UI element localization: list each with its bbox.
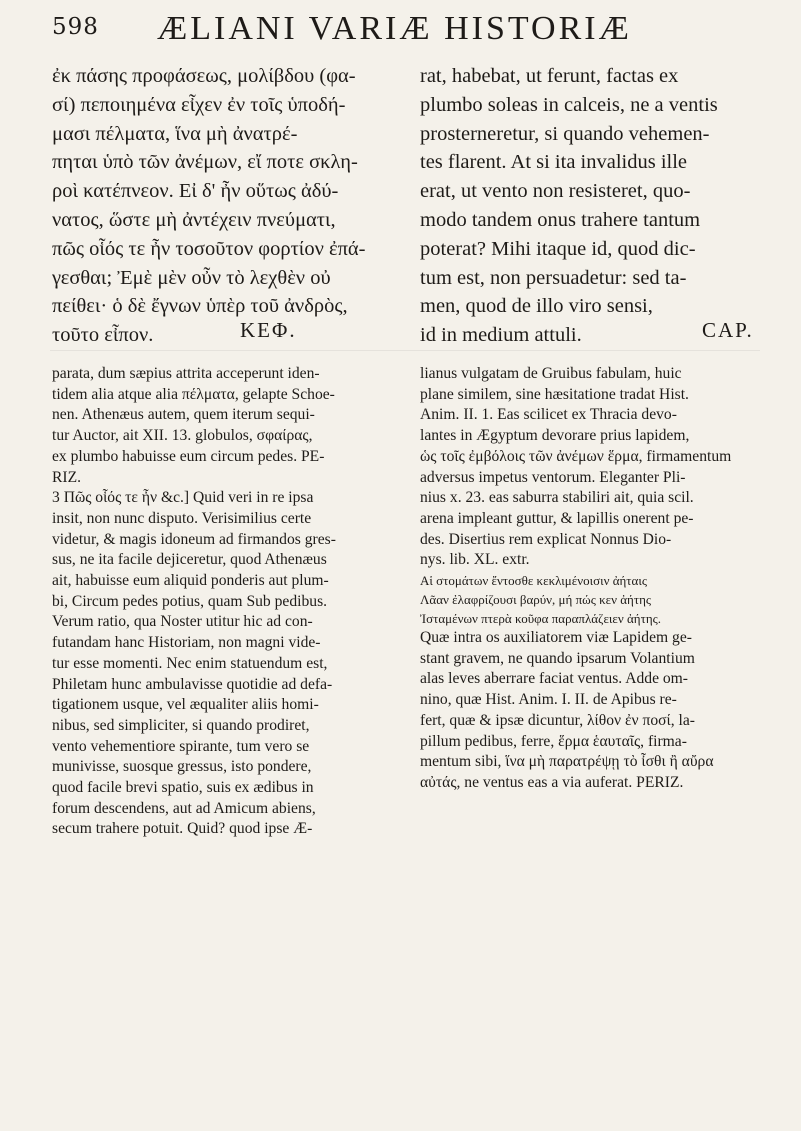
notes-left-column [52, 364, 404, 840]
note-line: vento vehementiore spirante, tum vero se [52, 737, 310, 755]
latin-text-line: tum est, non persuadetur: sed ta- [420, 266, 687, 289]
latin-text-line: plumbo soleas in calceis, ne a ventis [420, 93, 718, 116]
latin-text-line: erat, ut vento non resisteret, quo- [420, 180, 691, 203]
greek-text-line: σί) πεποιημένα εἶχεν ἐν τοῖς ὑποδή- [52, 93, 346, 116]
greek-text-line: ροὶ κατέπνεον. Εἰ δ' ἦν οὕτως ἀδύ- [52, 180, 339, 203]
latin-text-line: rat, habebat, ut ferunt, factas ex [420, 65, 679, 87]
latin-text-line: men, quod de illo viro sensi, [420, 295, 653, 318]
note-line: nius x. 23. eas saburra stabiliri ait, quia scil. [420, 489, 694, 507]
catchword-greek: ΚΕΦ. [240, 318, 297, 342]
note-line: bi, Circum pedes potius, quam Sub pedibus. [52, 592, 328, 610]
note-line: futandam hanc Historiam, non magni vide- [52, 634, 321, 652]
note-line: parata, dum sæpius attrita acceperunt iden- [52, 365, 320, 382]
note-line: munivisse, suosque gressus, isto pondere, [52, 758, 312, 776]
note-line: nen. Athenæus autem, quem iterum sequi- [52, 406, 315, 424]
note-line: 3 Πῶς οἷός τε ἦν &c.] Quid veri in re ipsa [52, 489, 314, 507]
greek-text-line: πῶς οἷός τε ἦν τοσοῦτον φορτίον ἐπά- [52, 237, 366, 260]
latin-text-column [420, 62, 780, 350]
latin-text-line: modo tandem onus trahere tantum [420, 208, 701, 231]
quote-line: Ἰσταμένων πτερὰ κοῦφα παραπλάζειεν ἀήτης. [420, 611, 662, 627]
quote-line: Αἱ στομάτων ἔντοσθε κεκλιμένοισιν ἀήταις [420, 573, 647, 589]
greek-text-line: πείθει· ὁ δὲ ἔγνων ὑπὲρ τοῦ ἀνδρὸς, [52, 295, 348, 318]
greek-text-column [52, 62, 412, 350]
note-line: Anim. II. 1. Eas scilicet ex Thracia devo- [420, 406, 677, 424]
notes-right-column [420, 364, 772, 794]
note-line: lianus vulgatam de Gruibus fabulam, huic [420, 365, 682, 382]
note-line: Quæ intra os auxiliatorem viæ Lapidem ge- [420, 629, 692, 647]
note-line: ex plumbo habuisse eum circum pedes. PE- [52, 447, 325, 465]
note-line: ait, habuisse eum aliquid ponderis aut plum- [52, 572, 329, 590]
note-line: nibus, sed simpliciter, si quando prodiret, [52, 716, 310, 734]
note-line: tigationem usque, vel æqualiter aliis homi- [52, 696, 319, 714]
note-line: insit, non nunc disputo. Verisimilius certe [52, 509, 312, 527]
greek-text-line: νατος, ὥστε μὴ ἀντέχειν πνεύματι, [52, 208, 336, 231]
note-line: videtur, & magis idoneum ad firmandos gres- [52, 530, 336, 548]
greek-text-line: γεσθαι; Ἐμὲ μὲν οὖν τὸ λεχθὲν οὐ [52, 266, 331, 289]
note-line: αὐτάς, ne ventus eas a via auferat. PERIZ. [420, 773, 684, 791]
note-line: tur esse momenti. Nec enim statuendum est, [52, 654, 328, 672]
note-line: mentum sibi, ἵνα μὴ παρατρέψῃ τὸ ἶσθι ἢ αὔρα [420, 753, 714, 771]
note-line: nino, quæ Hist. Anim. I. II. de Apibus re- [420, 691, 677, 709]
note-line: Philetam hunc ambulavisse quotidie ad defa- [52, 675, 333, 693]
latin-text-line: prosterneretur, si quando vehemen- [420, 122, 710, 145]
note-line: stant gravem, ne quando ipsarum Volantium [420, 649, 695, 667]
note-line: arena impleant guttur, & lapillis onerent pe- [420, 509, 694, 527]
greek-text-line: τοῦτο εἶπον. [52, 324, 154, 347]
note-line: nys. lib. XL. extr. [420, 551, 530, 569]
note-line: sus, ne ita facile dejiceretur, quod Athenæus [52, 551, 327, 569]
note-line: ὡς τοῖς ἐμβόλοις τῶν ἀνέμων ἕρμα, firmamentum [420, 447, 732, 465]
greek-text-line: ἐκ πάσης προφάσεως, μολίβδου (φα- [52, 65, 356, 87]
note-line: adversus impetus ventorum. Eleganter Pli- [420, 468, 686, 486]
catchword-latin: CAP. [702, 318, 754, 342]
note-line: des. Disertius rem explicat Nonnus Dio- [420, 530, 672, 548]
page-header [52, 10, 752, 50]
note-line: forum descendens, aut ad Amicum abiens, [52, 799, 316, 817]
section-divider [50, 350, 760, 351]
note-line: plane similem, sine hæsitatione tradat Hist. [420, 385, 689, 403]
running-title: ÆLIANI VARIÆ HISTORIÆ [157, 10, 632, 47]
note-line: lantes in Ægyptum devorare prius lapidem, [420, 427, 690, 445]
note-line: secum trahere potuit. Quid? quod ipse Æ- [52, 820, 313, 838]
note-line: RIZ. [52, 468, 82, 486]
greek-text-line: μασι πέλματα, ἵνα μὴ ἀνατρέ- [52, 122, 298, 145]
note-line: quod facile brevi spatio, suis ex ædibus in [52, 779, 314, 797]
note-line: fert, quæ & ipsæ dicuntur, λίθον ἐν ποσί, la- [420, 711, 695, 729]
latin-text-line: poterat? Mihi itaque id, quod dic- [420, 237, 696, 260]
note-line: tidem alia atque alia πέλματα, gelapte Schoe- [52, 385, 335, 403]
note-line: pillum pedibus, ferre, ἕρμα ἑαυταῖς, firma- [420, 732, 687, 750]
latin-text-line: id in medium attuli. [420, 324, 582, 347]
greek-text-line: πηται ὑπὸ τῶν ἀνέμων, εἴ ποτε σκλη- [52, 151, 358, 174]
nonnus-quote [420, 571, 772, 628]
note-line: alas leves aberrare faciat ventus. Adde om- [420, 670, 689, 688]
note-line: Verum ratio, qua Noster utitur hic ad con- [52, 613, 313, 631]
page-number: 598 [52, 14, 99, 40]
quote-line: Λᾶαν ἐλαφρίζουσι βαρύν, μή πώς κεν ἀήτης [420, 592, 652, 608]
note-line: tur Auctor, ait XII. 13. globulos, σφαίρας, [52, 427, 313, 445]
latin-text-line: tes flarent. At si ita invalidus ille [420, 151, 688, 174]
